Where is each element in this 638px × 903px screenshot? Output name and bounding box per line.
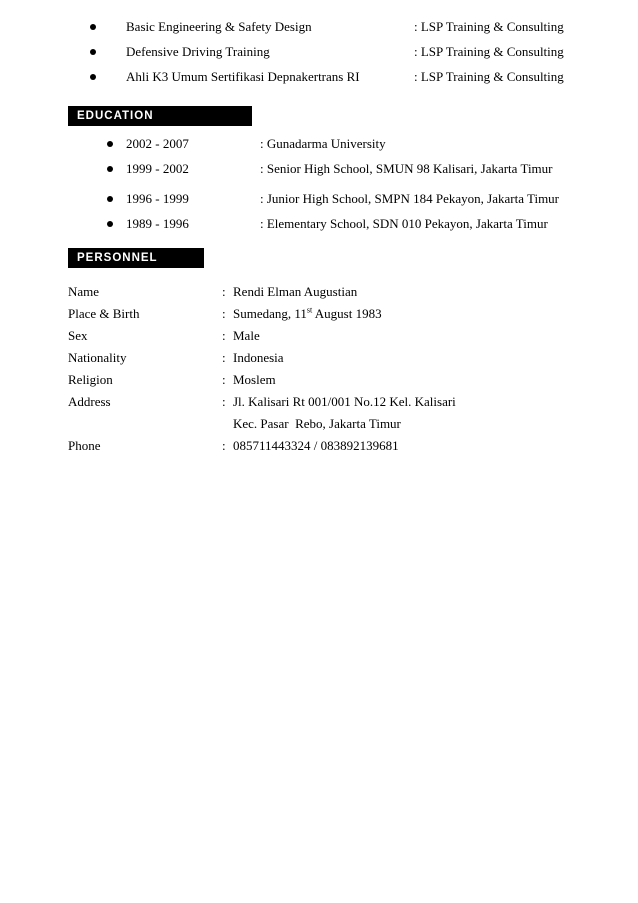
bullet-icon (90, 74, 96, 80)
sex-value: Male (233, 328, 260, 343)
bullet-icon (107, 166, 113, 172)
education-years: 2002 - 2007 (126, 136, 189, 151)
birth-value (233, 306, 382, 322)
birth-value-rest: August 1983 (312, 306, 382, 321)
education-school: : Senior High School, SMUN 98 Kalisari, Jakarta Timur (260, 161, 553, 176)
separator: : (222, 372, 226, 387)
separator: : (222, 394, 226, 409)
bullet-icon (90, 49, 96, 55)
nationality-label: Nationality (68, 350, 127, 365)
training-provider: : LSP Training & Consulting (414, 19, 564, 34)
training-provider: : LSP Training & Consulting (414, 69, 564, 84)
education-heading: EDUCATION (68, 106, 252, 126)
bullet-icon (107, 196, 113, 202)
education-years: 1996 - 1999 (126, 191, 189, 206)
bullet-icon (107, 141, 113, 147)
sex-label: Sex (68, 328, 88, 343)
education-school: : Elementary School, SDN 010 Pekayon, Jakarta Timur (260, 216, 548, 231)
religion-label: Religion (68, 372, 113, 387)
birth-value-suffix: st (306, 305, 313, 315)
address-value: Jl. Kalisari Rt 001/001 No.12 Kel. Kalisari (233, 394, 456, 409)
bullet-icon (107, 221, 113, 227)
education-school: : Gunadarma University (260, 136, 386, 151)
address-label: Address (68, 394, 111, 409)
separator: : (222, 328, 226, 343)
training-provider: : LSP Training & Consulting (414, 44, 564, 59)
nationality-value: Indonesia (233, 350, 284, 365)
education-years: 1999 - 2002 (126, 161, 189, 176)
education-school: : Junior High School, SMPN 184 Pekayon, Jakarta Timur (260, 191, 560, 206)
separator: : (222, 306, 226, 321)
bullet-icon (90, 24, 96, 30)
separator: : (222, 438, 226, 453)
phone-label: Phone (68, 438, 101, 453)
birth-label: Place & Birth (68, 306, 140, 321)
name-value: Rendi Elman Augustian (233, 284, 358, 299)
separator: : (222, 284, 226, 299)
address-value-line2: Kec. Pasar Rebo, Jakarta Timur (233, 416, 401, 431)
training-course: Defensive Driving Training (126, 44, 270, 59)
separator: : (222, 350, 226, 365)
training-course: Basic Engineering & Safety Design (126, 19, 312, 34)
personnel-heading: PERSONNEL (68, 248, 204, 268)
name-label: Name (68, 284, 100, 299)
phone-value: 085711443324 / 083892139681 (233, 438, 399, 453)
religion-value: Moslem (233, 372, 276, 387)
birth-value-day: Sumedang, 11 (233, 306, 307, 321)
education-years: 1989 - 1996 (126, 216, 189, 231)
training-course: Ahli K3 Umum Sertifikasi Depnakertrans RI (126, 69, 360, 84)
